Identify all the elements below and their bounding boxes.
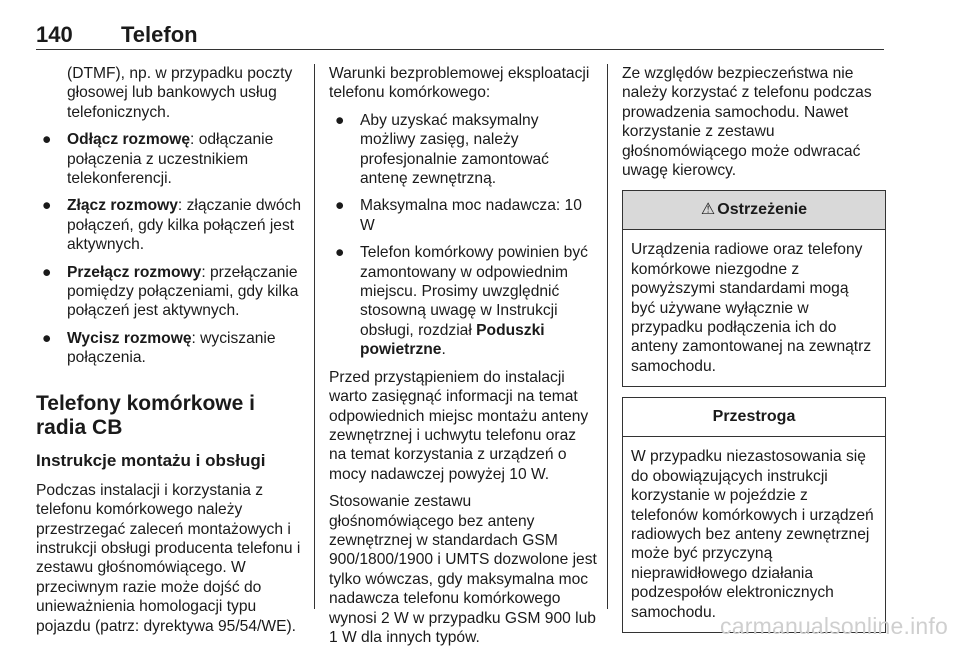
description: : złączanie dwóch połączeń, gdy kilka połączeń jest aktywnych. bbox=[67, 197, 302, 254]
bullet-icon: ● bbox=[335, 111, 345, 129]
column-right bbox=[622, 64, 886, 643]
page-header bbox=[36, 22, 884, 50]
description: : wyciszanie połączenia. bbox=[67, 329, 276, 367]
body-paragraph: Ze względów bezpieczeństwa nie należy korzystać z telefonu podczas prowadzenia samochodu. Nawet korzystanie z zestawu głośnomówiącego może odwracać uwagę kierowcy. bbox=[622, 65, 872, 180]
column-divider bbox=[607, 64, 608, 609]
page-title: Telefon bbox=[121, 22, 198, 47]
term: Złącz rozmowy bbox=[67, 197, 178, 215]
caution-body: W przypadku niezastosowania się do obowiązujących instrukcji korzystanie w pojeździe z telefonów komórkowych i urządzeń radiowych bez anteny zewnętrznej może być przyczyną nieprawidłowego działania podzespołów elektronicznych samochodu. bbox=[631, 448, 874, 621]
warning-box bbox=[622, 190, 886, 387]
term: Odłącz rozmowę bbox=[67, 131, 191, 149]
description: Aby uzyskać maksymalny możliwy zasięg, należy profesjonalnie zamontować antenę zewnętrzną. bbox=[360, 111, 549, 188]
list-item bbox=[36, 130, 301, 188]
list-item bbox=[36, 196, 301, 254]
header-divider bbox=[36, 49, 884, 50]
warning-triangle-icon: ⚠ bbox=[700, 201, 716, 219]
warning-body: Urządzenia radiowe oraz telefony komórkowe niezgodne z powyższymi standardami mogą być używane wyłącznie w przypadku podłączenia ich do anteny zamontowanej na zewnątrz samochodu. bbox=[631, 241, 872, 375]
page-number: 140 bbox=[36, 22, 73, 47]
watermark: carmanualsonline.info bbox=[720, 613, 948, 639]
list-item bbox=[36, 329, 301, 368]
description: Telefon komórkowy powinien być zamontowany w odpowiednim miejscu. Prosimy uwzględnić stosowną uwagę w Instrukcji obsługi, rozdział bbox=[360, 244, 588, 339]
bullet-icon: ● bbox=[335, 244, 345, 262]
list-item bbox=[329, 243, 597, 359]
bullet-icon: ● bbox=[42, 131, 52, 149]
warning-title bbox=[623, 191, 885, 230]
column-middle bbox=[329, 64, 597, 655]
section-heading: Telefony komórkowe i radia CB bbox=[36, 391, 255, 439]
intro-paragraph: Warunki bezproblemowej eksploatacji telefonu komórkowego: bbox=[329, 65, 590, 102]
bullet-icon: ● bbox=[42, 329, 52, 347]
list-item bbox=[329, 196, 597, 235]
description: Maksymalna moc nadawcza: 10 W bbox=[360, 197, 582, 234]
body-paragraph: Stosowanie zestawu głośnomówiącego bez anteny zewnętrznej w standardach GSM 900/1800/1900 i UMTS dozwolone jest tylko wówczas, gdy maksymalna moc nadawcza telefonu komórkowego wynosi 2 W w przypadku GSM 900 lub 1 W dla innych typów. bbox=[329, 493, 597, 646]
bullet-icon: ● bbox=[42, 197, 52, 215]
cross-reference: Poduszki powietrzne bbox=[360, 321, 545, 359]
continued-text: (DTMF), np. w przypadku poczty głosowej lub bankowych usług telefonicznych. bbox=[67, 65, 293, 121]
description: : odłączanie połączenia z uczestnikiem telekonferencji. bbox=[67, 131, 274, 188]
body-paragraph: Podczas instalacji i korzystania z telefonu komórkowego należy przestrzegać zaleceń montażowych i instrukcji obsługi producenta telefonu i zestawu głośnomówiącego. W przeciwnym razie może dojść do unieważnienia homologacji typu pojazdu (patrz: dyrektywa 95/54/WE). bbox=[36, 481, 301, 635]
list-item bbox=[329, 111, 597, 189]
description-end: . bbox=[441, 341, 446, 359]
body-paragraph: Przed przystąpieniem do instalacji warto zasięgnąć informacji na temat odpowiednich miejsc montażu anteny zewnętrznej i uchwytu telefonu oraz na temat korzystania z urządzeń o mocy nadawczej powyżej 10 W. bbox=[329, 368, 589, 483]
column-divider bbox=[314, 64, 315, 609]
bullet-icon: ● bbox=[42, 263, 52, 281]
warning-title-text: Ostrzeżenie bbox=[717, 201, 808, 219]
term: Wycisz rozmowę bbox=[67, 329, 192, 347]
term: Przełącz rozmowy bbox=[67, 263, 202, 281]
list-item bbox=[36, 263, 301, 321]
description: : przełączanie pomiędzy połączeniami, gdy kilka połączeń jest aktywnych. bbox=[67, 263, 299, 320]
column-left bbox=[36, 64, 301, 644]
subsection-heading: Instrukcje montażu i obsługi bbox=[36, 450, 266, 470]
caution-box bbox=[622, 397, 886, 633]
caution-title: Przestroga bbox=[623, 398, 885, 437]
bullet-icon: ● bbox=[335, 197, 345, 215]
